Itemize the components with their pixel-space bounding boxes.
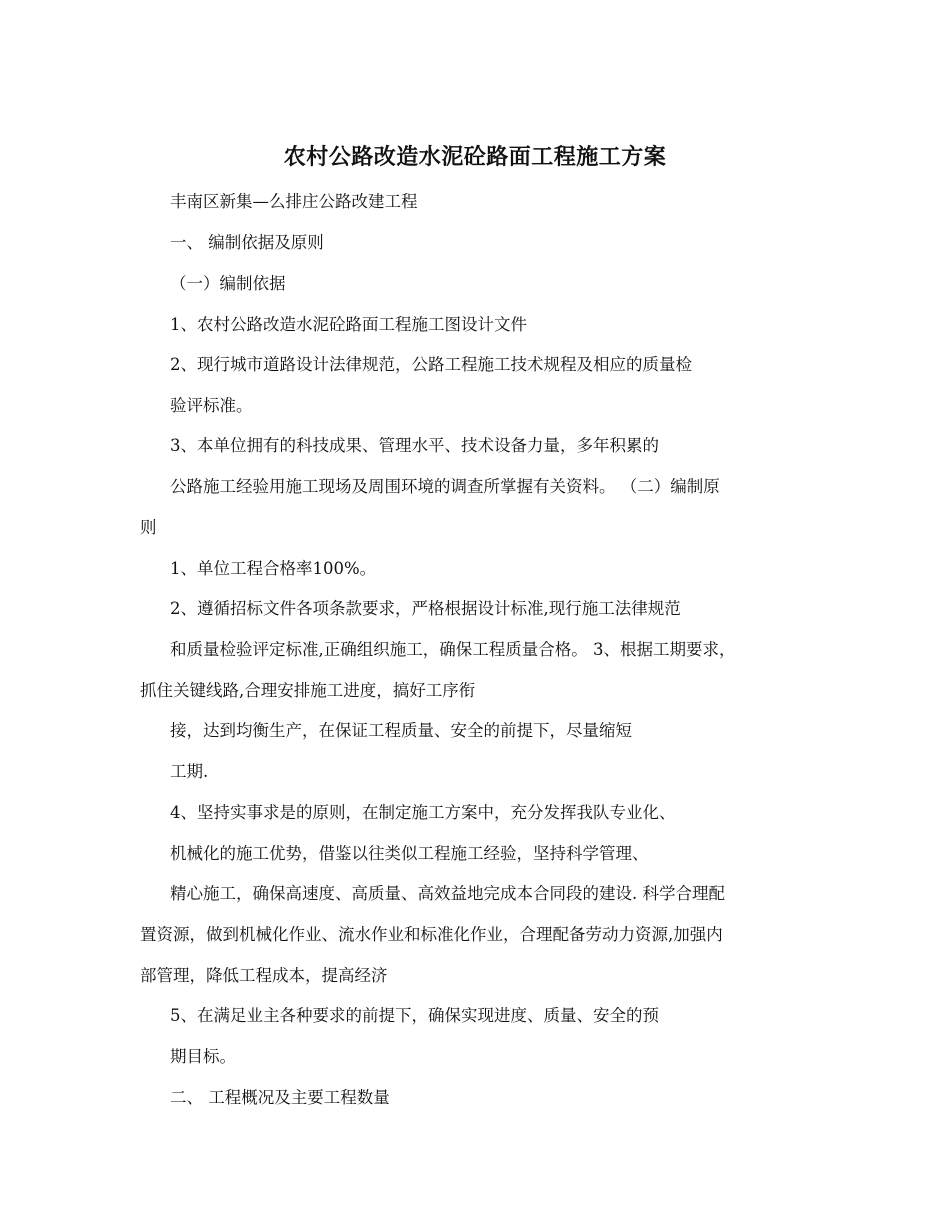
- section-heading-1: 一、 编制依据及原则: [170, 233, 324, 252]
- paragraph-line: 期目标。: [170, 1047, 236, 1066]
- paragraph-line: 抓住关键线路,合理安排施工进度，搞好工序衔: [140, 681, 476, 700]
- paragraph-line: 和质量检验评定标准,正确组织施工，确保工程质量合格。 3、根据工期要求，: [170, 640, 736, 659]
- paragraph-line: 机械化的施工优势，借鉴以往类似工程施工经验，坚持科学管理、: [170, 844, 649, 863]
- paragraph-line: 验评标准。: [170, 396, 253, 415]
- subsection-heading-1: （一）编制依据: [170, 274, 286, 293]
- paragraph-line: 4、坚持实事求是的原则，在制定施工方案中，充分发挥我队专业化、: [170, 803, 676, 822]
- paragraph-line: 则: [140, 518, 157, 537]
- section-heading-2: 二、 工程概况及主要工程数量: [170, 1088, 390, 1107]
- document-title: 农村公路改造水泥砼路面工程施工方案: [283, 144, 667, 170]
- project-name-line: 丰南区新集—么排庄公路改建工程: [170, 192, 418, 211]
- paragraph-line: 5、在满足业主各种要求的前提下，确保实现进度、质量、安全的预: [170, 1006, 659, 1025]
- paragraph-line: 公路施工经验用施工现场及周围环境的调查所掌握有关资料。 （二）编制原: [170, 477, 720, 496]
- paragraph-line: 1、单位工程合格率100%。: [170, 559, 377, 578]
- paragraph-line: 工期.: [170, 762, 209, 781]
- paragraph-line: 3、本单位拥有的科技成果、管理水平、技术设备力量，多年积累的: [170, 436, 659, 455]
- paragraph-line: 接，达到均衡生产，在保证工程质量、安全的前提下，尽量缩短: [170, 721, 632, 740]
- paragraph-line: 2、遵循招标文件各项条款要求，严格根据设计标准,现行施工法律规范: [170, 599, 681, 618]
- paragraph-line: 精心施工，确保高速度、高质量、高效益地完成本合同段的建设. 科学合理配: [170, 884, 725, 903]
- paragraph-line: 部管理，降低工程成本，提高经济: [140, 966, 388, 985]
- paragraph-line: 置资源，做到机械化作业、流水作业和标准化作业，合理配备劳动力资源,加强内: [140, 925, 723, 944]
- paragraph-line: 1、农村公路改造水泥砼路面工程施工图设计文件: [170, 315, 527, 334]
- paragraph-line: 2、现行城市道路设计法律规范，公路工程施工技术规程及相应的质量检: [170, 355, 692, 374]
